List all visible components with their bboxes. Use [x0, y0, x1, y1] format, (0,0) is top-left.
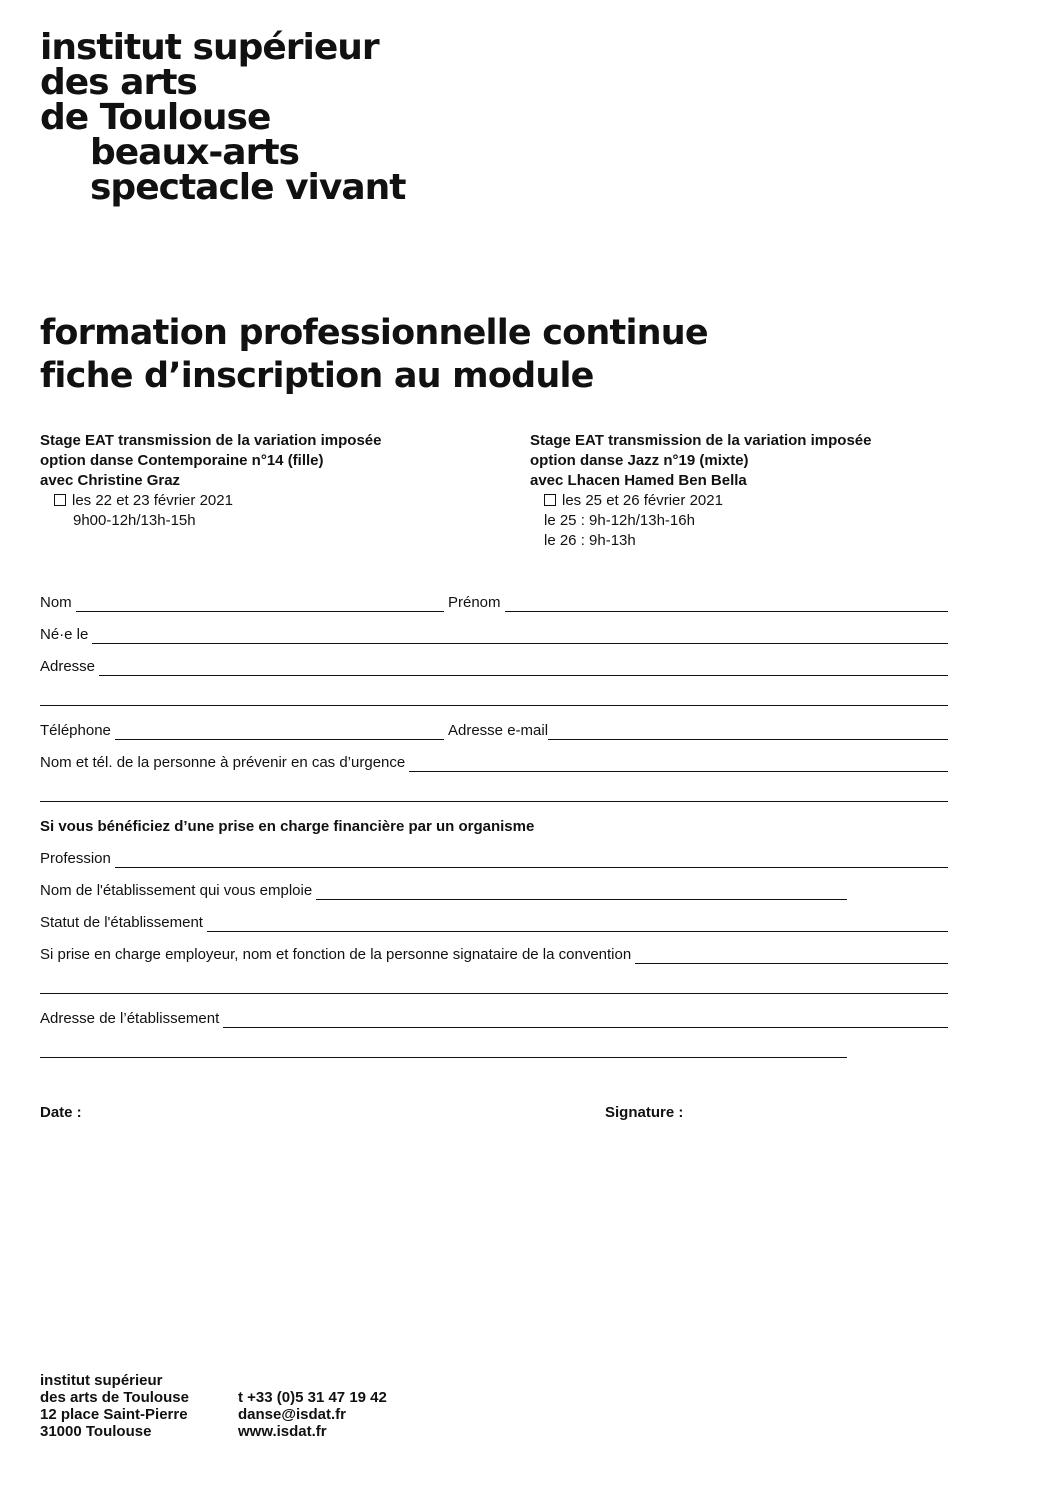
birthdate-line[interactable] [92, 630, 948, 644]
employer-label: Nom de l'établissement qui vous emploie [40, 882, 313, 899]
emergency-contact-line[interactable] [409, 758, 948, 772]
signature-label: Signature : [605, 1104, 684, 1121]
signatory-line[interactable] [635, 950, 948, 964]
birthdate-field[interactable] [40, 626, 948, 644]
nom-field[interactable] [40, 594, 444, 612]
module-date-label: les 22 et 23 février 2021 [72, 492, 233, 509]
employer-address-line[interactable] [223, 1014, 948, 1028]
module-option: option danse Jazz n°19 (mixte) [530, 452, 749, 469]
logo-line: beaux-arts [90, 132, 299, 173]
footer-phone: t +33 (0)5 31 47 19 42 [238, 1389, 387, 1406]
phone-line[interactable] [115, 726, 444, 740]
page-title [40, 312, 708, 398]
address-line[interactable] [99, 662, 948, 676]
page-title-line: fiche d’inscription au module [40, 356, 594, 396]
signatory-label: Si prise en charge employeur, nom et fonction de la personne signataire de la convention [40, 946, 632, 963]
signatory-field[interactable] [40, 946, 948, 964]
birthdate-label: Né·e le [40, 626, 89, 643]
logo-line: spectacle vivant [90, 167, 406, 208]
logo-line: de Toulouse [40, 97, 271, 138]
module-date-option[interactable] [40, 491, 382, 511]
employer-line[interactable] [316, 886, 847, 900]
email-label: Adresse e-mail [448, 722, 549, 739]
module-option: option danse Contemporaine n°14 (fille) [40, 452, 324, 469]
footer-email-link[interactable]: danse@isdat.fr [238, 1406, 346, 1423]
prenom-line[interactable] [505, 598, 948, 612]
module-teacher: avec Christine Graz [40, 472, 181, 489]
profession-field[interactable] [40, 850, 948, 868]
address-field[interactable] [40, 658, 948, 676]
page-title-line: formation professionnelle continue [40, 313, 708, 353]
module-date-label: les 25 et 26 février 2021 [562, 492, 723, 509]
emergency-contact-label: Nom et tél. de la personne à prévenir en cas d’urgence [40, 754, 406, 771]
module-schedule: le 26 : 9h-13h [544, 532, 636, 549]
phone-field[interactable] [40, 722, 444, 740]
module-title: Stage EAT transmission de la variation imposée [530, 432, 872, 449]
emergency-contact-field[interactable] [40, 754, 948, 772]
footer-contact [238, 1389, 387, 1440]
profession-line[interactable] [115, 854, 948, 868]
emergency-contact-line-2[interactable] [40, 801, 948, 802]
module-contemporaine [40, 431, 382, 531]
footer-address-line: institut supérieur [40, 1372, 163, 1389]
module-schedule: 9h00-12h/13h-15h [73, 512, 196, 529]
logo-line: des arts [40, 62, 197, 103]
nom-line[interactable] [76, 598, 444, 612]
profession-label: Profession [40, 850, 111, 867]
footer-website-link[interactable]: www.isdat.fr [238, 1423, 327, 1440]
nom-label: Nom [40, 594, 72, 611]
footer-address-line: des arts de Toulouse [40, 1389, 189, 1406]
funding-section-title: Si vous bénéficiez d’une prise en charge financière par un organisme [40, 818, 535, 835]
footer-address [40, 1372, 189, 1440]
module-jazz [530, 431, 872, 551]
date-label: Date : [40, 1104, 82, 1121]
prenom-label: Prénom [448, 594, 501, 611]
employer-address-label: Adresse de l’établissement [40, 1010, 220, 1027]
employer-status-line[interactable] [207, 918, 948, 932]
address-label: Adresse [40, 658, 96, 675]
employer-address-field[interactable] [40, 1010, 948, 1028]
employer-status-field[interactable] [40, 914, 948, 932]
employer-status-label: Statut de l'établissement [40, 914, 203, 931]
date-checkbox[interactable] [544, 494, 556, 506]
footer-address-line: 12 place Saint-Pierre [40, 1406, 188, 1423]
module-schedule: le 25 : 9h-12h/13h-16h [544, 512, 695, 529]
email-line[interactable] [548, 726, 948, 740]
phone-label: Téléphone [40, 722, 111, 739]
address-line-2[interactable] [40, 705, 948, 706]
module-date-option[interactable] [530, 491, 872, 511]
signatory-line-2[interactable] [40, 993, 948, 994]
footer-address-line: 31000 Toulouse [40, 1423, 152, 1440]
email-field[interactable] [448, 722, 948, 740]
prenom-field[interactable] [448, 594, 948, 612]
date-checkbox[interactable] [54, 494, 66, 506]
module-title: Stage EAT transmission de la variation imposée [40, 432, 382, 449]
logo-line: institut supérieur [40, 27, 379, 68]
employer-field[interactable] [40, 882, 847, 900]
employer-address-line-2[interactable] [40, 1057, 847, 1058]
institution-logo [40, 27, 406, 208]
module-teacher: avec Lhacen Hamed Ben Bella [530, 472, 747, 489]
